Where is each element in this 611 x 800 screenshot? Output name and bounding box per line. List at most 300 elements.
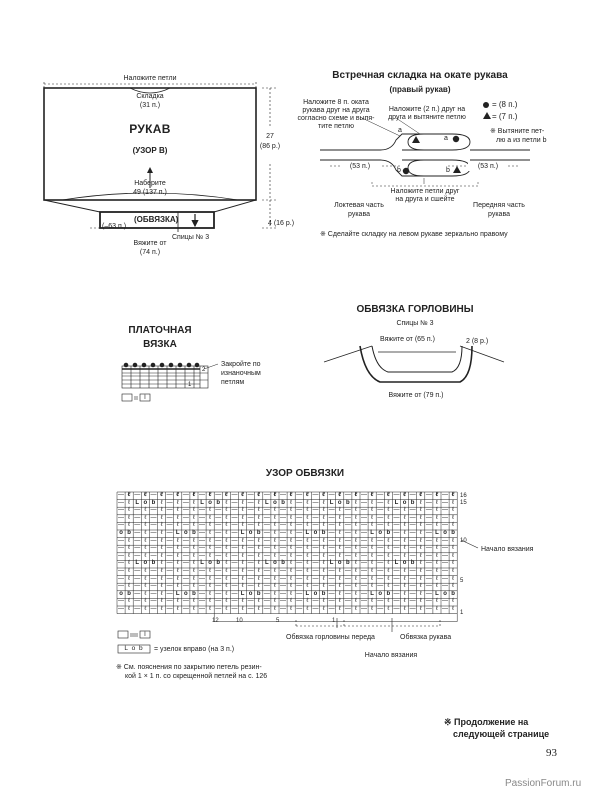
band-stitch-symbol: ℓ [419, 514, 422, 521]
band-stitch-symbol: — [296, 530, 303, 536]
band-stitch-symbol: — [425, 606, 432, 612]
band-stitch-symbol: L [200, 499, 204, 506]
band-stitch-symbol: — [166, 575, 173, 582]
band-stitch-symbol: — [442, 560, 449, 567]
band-stitch-symbol: — [247, 598, 254, 605]
band-stitch-symbol: ℓ [160, 568, 163, 574]
band-stitch-symbol: o [402, 560, 407, 567]
band-stitch-symbol: ℓ [452, 560, 455, 567]
band-stitch-symbol: ℓ [144, 598, 147, 605]
band-stitch-symbol: — [134, 568, 141, 574]
band-stitch-symbol: — [231, 537, 238, 544]
pleat-legend-circle: = (8 п.) [492, 100, 518, 109]
pleat-elbow-2: рукава [348, 211, 370, 218]
band-stitch-symbol: o [119, 590, 123, 597]
band-stitch-symbol: — [361, 507, 368, 514]
band-stitch-symbol: — [134, 530, 141, 536]
band-stitch-symbol: — [182, 575, 189, 582]
band-stitch-symbol: o [208, 560, 212, 567]
sleeve-cast-on-label: Наберите [134, 180, 166, 187]
band-stitch-symbol: — [150, 507, 157, 514]
band-stitch-symbol: L [240, 590, 245, 597]
band-stitch-symbol: ℓ [435, 537, 438, 544]
band-stitch-symbol: — [280, 492, 287, 498]
band-stitch-symbol: ℓ [144, 590, 147, 597]
band-stitch-symbol: — [215, 492, 222, 498]
band-stitch-symbol: ℓ [403, 507, 406, 514]
band-stitch-symbol: — [377, 507, 384, 514]
band-stitch-symbol: L [305, 590, 310, 597]
band-stitch-symbol: ℓ [290, 514, 293, 521]
band-note-1: ※ См. пояснения по закрытию петель резин- [116, 664, 262, 671]
band-stitch-symbol: ℓ [176, 537, 179, 544]
band-stitch-symbol: ℓ [354, 545, 357, 552]
band-stitch-symbol: ℓ [192, 552, 195, 559]
band-stitch-symbol: ℓ [419, 530, 422, 536]
band-stitch-symbol: — [247, 575, 254, 582]
band-stitch-symbol: b [346, 560, 350, 567]
band-stitch-symbol: — [280, 522, 287, 529]
band-stitch-symbol: — [231, 606, 238, 612]
band-stitch-symbol: ℓ [403, 537, 406, 544]
band-stitch-symbol: ℓ [209, 545, 212, 552]
band-stitch-symbol: — [409, 507, 416, 514]
band-stitch-symbol: ℓ [435, 499, 438, 506]
band-stitch-symbol: ℓ [160, 514, 163, 521]
band-stitch-symbol: ℓ [128, 507, 131, 514]
band-stitch-symbol: ℓ [209, 590, 212, 597]
band-stitch-symbol: — [118, 545, 125, 552]
pleat-left-note-4: тите петлю [318, 123, 354, 130]
band-stitch-symbol: ℓ [403, 514, 406, 521]
band-stitch-symbol: — [425, 545, 432, 552]
band-stitch-symbol: — [247, 552, 254, 559]
band-stitch-symbol: ℓ [144, 568, 147, 574]
band-stitch-symbol: — [442, 598, 449, 605]
pleat-label-a-right: a [444, 135, 448, 142]
band-stitch-symbol: — [231, 560, 238, 567]
band-stitch-symbol: — [199, 537, 206, 544]
band-stitch-symbol: ℓ [338, 583, 341, 590]
band-stitch-symbol: ℓ [225, 507, 228, 514]
band-stitch-symbol: ℓ [160, 575, 163, 582]
band-stitch-symbol: — [150, 583, 157, 590]
band-stitch-symbol: — [182, 598, 189, 605]
band-stitch-symbol: — [361, 575, 368, 582]
band-stitch-symbol: ℓ [257, 598, 260, 605]
band-stitch-symbol: — [361, 598, 368, 605]
band-stitch-symbol: ℓ [338, 507, 341, 514]
band-stitch-symbol: — [312, 606, 319, 612]
band-stitch-symbol: ℓ [338, 575, 341, 582]
band-stitch-symbol: — [377, 560, 384, 567]
band-stitch-symbol: — [280, 575, 287, 582]
band-stitch-symbol: ℓ [192, 522, 195, 529]
band-stitch-symbol: — [361, 552, 368, 559]
band-stitch-symbol: ℓ [419, 499, 422, 506]
band-stitch-symbol: ℓ [128, 606, 131, 612]
band-stitch-symbol: o [273, 499, 277, 506]
band-stitch-symbol: — [166, 583, 173, 590]
band-stitch-symbol: ℓ [225, 590, 228, 597]
band-stitch-symbol: ℓ [290, 522, 293, 529]
band-stitch-symbol: — [134, 552, 141, 559]
band-stitch-symbol: — [312, 492, 319, 498]
band-stitch-symbol: ℓ [225, 583, 228, 590]
band-stitch-symbol: ℓ [306, 583, 309, 590]
band-stitch-symbol: ℓ [160, 522, 163, 529]
band-stitch-symbol: — [134, 590, 141, 597]
band-stitch-symbol: — [199, 522, 206, 529]
band-stitch-symbol: — [280, 598, 287, 605]
band-stitch-symbol: ℓ [209, 507, 212, 514]
band-stitch-symbol: ℓ [257, 499, 260, 506]
band-stitch-symbol: — [361, 530, 368, 536]
band-stitch-symbol: ℓ [354, 598, 357, 605]
band-stitch-symbol: — [328, 552, 335, 559]
band-stitch-symbol: ℓ [257, 492, 261, 498]
band-stitch-symbol: — [312, 537, 319, 544]
band-stitch-symbol: — [150, 606, 157, 612]
band-stitch-symbol: — [134, 507, 141, 514]
band-stitch-symbol: — [312, 545, 319, 552]
band-stitch-symbol: L [394, 499, 399, 506]
garter-title-1: ПЛАТОЧНАЯ [128, 325, 192, 336]
band-stitch-symbol: b [192, 530, 196, 536]
band-stitch-symbol: ℓ [224, 492, 228, 498]
band-stitch-symbol: — [377, 552, 384, 559]
band-stitch-symbol: — [166, 545, 173, 552]
band-stitch-symbol: — [215, 545, 222, 552]
band-stitch-symbol: ℓ [225, 522, 228, 529]
band-stitch-symbol: ℓ [209, 552, 212, 559]
band-stitch-symbol: — [328, 606, 335, 612]
band-stitch-symbol: ℓ [144, 507, 147, 514]
band-stitch-symbol: — [134, 492, 141, 498]
band-stitch-symbol: — [199, 598, 206, 605]
band-stitch-symbol: — [328, 583, 335, 590]
band-stitch-symbol: ℓ [192, 499, 195, 506]
band-stitch-symbol: — [377, 492, 384, 498]
band-stitch-symbol: ℓ [160, 552, 163, 559]
band-stitch-symbol: ℓ [419, 560, 422, 567]
band-stitch-symbol: ℓ [290, 606, 293, 612]
band-stitch-symbol: — [150, 598, 157, 605]
band-stitch-symbol: — [182, 606, 189, 612]
band-stitch-symbol: — [409, 530, 416, 536]
pleat-right-count: (53 п.) [468, 163, 508, 171]
band-stitch-symbol: — [296, 507, 303, 514]
band-stitch-symbol: — [263, 598, 270, 605]
band-stitch-symbol: ℓ [160, 583, 163, 590]
pleat-label-b-right: b [446, 167, 450, 174]
band-stitch-symbol: ℓ [387, 560, 390, 567]
band-stitch-symbol: — [150, 530, 157, 536]
band-stitch-symbol: ℓ [419, 507, 422, 514]
band-stitch-symbol: ℓ [209, 530, 212, 536]
band-stitch-symbol: — [263, 590, 270, 597]
band-stitch-symbol: — [377, 545, 384, 552]
band-stitch-symbol: ℓ [306, 552, 309, 559]
band-stitch-symbol: ℓ [128, 522, 131, 529]
pleat-legend-note-1: ※ Вытяните пет- [490, 128, 545, 135]
band-stitch-symbol: — [425, 560, 432, 567]
band-stitch-symbol: ℓ [160, 545, 163, 552]
band-stitch-symbol: ℓ [387, 537, 390, 544]
band-stitch-symbol: ℓ [144, 537, 147, 544]
band-stitch-symbol: L [175, 590, 180, 597]
band-stitch-symbol: ℓ [435, 598, 438, 605]
band-stitch-symbol: — [442, 583, 449, 590]
band-stitch-symbol: ℓ [322, 545, 325, 552]
band-stitch-symbol: ℓ [176, 606, 179, 612]
band-stitch-symbol: ℓ [160, 492, 164, 498]
band-stitch-symbol: — [377, 598, 384, 605]
band-stitch-symbol: b [127, 590, 131, 597]
band-stitch-symbol: ℓ [209, 583, 212, 590]
band-stitch-symbol: ℓ [403, 583, 406, 590]
band-stitch-symbol: b [256, 590, 261, 597]
band-stitch-symbol: — [344, 606, 351, 612]
band-stitch-symbol: — [361, 537, 368, 544]
band-stitch-symbol: ℓ [338, 590, 341, 597]
sleeve-title: РУКАВ [129, 122, 171, 136]
band-stitch-symbol: — [442, 537, 449, 544]
band-stitch-symbol: ℓ [322, 492, 326, 498]
band-bottom-start-label: Начало вязания [364, 652, 418, 659]
band-stitch-symbol: — [442, 606, 449, 612]
band-stitch-symbol: — [166, 507, 173, 514]
band-stitch-symbol: — [442, 507, 449, 514]
band-stitch-symbol: ℓ [209, 575, 212, 582]
band-stitch-symbol: — [361, 514, 368, 521]
band-stitch-symbol: — [296, 552, 303, 559]
band-stitch-symbol: — [166, 530, 173, 536]
band-stitch-symbol: — [134, 514, 141, 521]
band-stitch-symbol: — [361, 522, 368, 529]
band-stitch-symbol: — [344, 537, 351, 544]
band-stitch-symbol: — [296, 606, 303, 612]
band-stitch-symbol: ℓ [176, 522, 179, 529]
band-stitch-symbol: — [134, 522, 141, 529]
neckline-band [324, 346, 504, 382]
sleeve-cast-on-count: 49 (137 п.) [133, 189, 167, 196]
band-stitch-symbol: ℓ [273, 575, 276, 582]
pleat-label-a-left: a [398, 127, 402, 134]
band-stitch-symbol: — [409, 575, 416, 582]
band-stitch-symbol: — [199, 545, 206, 552]
band-stitch-symbol: ℓ [451, 492, 455, 498]
band-stitch-symbol: — [377, 537, 384, 544]
band-stitch-symbol: ℓ [144, 514, 147, 521]
band-stitch-symbol: ℓ [290, 590, 293, 597]
band-stitch-symbol: ℓ [192, 583, 195, 590]
pleat-legend-triangle: = (7 п.) [492, 112, 518, 121]
band-col-10: 10 [236, 618, 243, 624]
band-stitch-symbol: ℓ [176, 575, 179, 582]
band-stitch-symbol: ℓ [176, 552, 179, 559]
band-stitch-symbol: ℓ [144, 545, 147, 552]
band-stitch-symbol: — [393, 530, 400, 536]
band-stitch-symbol: — [442, 545, 449, 552]
band-stitch-symbol: ℓ [128, 537, 131, 544]
band-stitch-symbol: ℓ [225, 537, 228, 544]
band-stitch-symbol: — [166, 522, 173, 529]
band-stitch-symbol: ℓ [435, 522, 438, 529]
band-stitch-symbol: — [344, 522, 351, 529]
band-stitch-symbol: ℓ [290, 583, 293, 590]
band-stitch-symbol: — [231, 522, 238, 529]
band-col-1: 1 [332, 618, 336, 624]
band-stitch-symbol: ℓ [209, 568, 212, 574]
band-stitch-symbol: — [215, 552, 222, 559]
band-stitch-symbol: — [215, 522, 222, 529]
band-stitch-symbol: — [442, 514, 449, 521]
band-stitch-symbol: ℓ [273, 552, 276, 559]
band-stitch-symbol: ℓ [354, 492, 358, 498]
band-stitch-symbol: — [280, 537, 287, 544]
band-stitch-symbol: ℓ [241, 522, 244, 529]
band-stitch-symbol: — [280, 507, 287, 514]
band-stitch-symbol: — [409, 522, 416, 529]
band-stitch-symbol: ℓ [160, 598, 163, 605]
band-stitch-symbol: ℓ [322, 598, 325, 605]
band-stitch-symbol: L [435, 530, 439, 536]
garter-bind-off-dots [124, 363, 200, 368]
band-stitch-symbol: b [451, 530, 455, 536]
band-stitch-symbol: ℓ [127, 492, 131, 498]
band-stitch-symbol: ℓ [403, 545, 406, 552]
band-stitch-symbol: ℓ [338, 530, 341, 536]
band-stitch-symbol: — [247, 583, 254, 590]
band-stitch-symbol: — [166, 514, 173, 521]
band-stitch-symbol: ℓ [338, 552, 341, 559]
band-stitch-symbol: ℓ [257, 507, 260, 514]
band-stitch-symbol: b [281, 560, 285, 567]
band-stitch-symbol: — [118, 499, 125, 506]
band-stitch-symbol: b [321, 590, 326, 597]
band-stitch-symbol: ℓ [419, 590, 422, 597]
band-stitch-symbol: — [425, 575, 432, 582]
watermark: PassionForum.ru [505, 778, 582, 789]
continue-note-2: следующей странице [453, 729, 550, 739]
band-stitch-symbol: L [175, 530, 180, 536]
band-stitch-symbol: ℓ [305, 492, 309, 498]
band-stitch-symbol: ℓ [306, 537, 309, 544]
band-stitch-symbol: — [150, 537, 157, 544]
sleeve-knit-label: Вяжите от [133, 240, 167, 247]
band-stitch-symbol: — [361, 568, 368, 574]
band-stitch-symbol: — [393, 606, 400, 612]
band-stitch-symbol: ℓ [419, 537, 422, 544]
band-stitch-symbol: — [150, 590, 157, 597]
sleeve-knit-count: (74 п.) [139, 249, 161, 256]
band-stitch-symbol: b [386, 590, 391, 597]
pleat-elbow-1: Локтевая часть [334, 202, 384, 209]
band-stitch-symbol: — [393, 552, 400, 559]
band-stitch-symbol: — [393, 507, 400, 514]
band-stitch-symbol: — [328, 530, 335, 536]
band-stitch-symbol: ℓ [209, 598, 212, 605]
band-stitch-symbol: o [248, 530, 253, 536]
band-stitch-symbol: b [386, 530, 391, 536]
band-stitch-symbol: b [410, 499, 415, 506]
pleat-left-note-3: согласно схеме и выпя- [297, 115, 375, 122]
band-stitch-symbol: — [328, 545, 335, 552]
band-stitch-symbol: ℓ [128, 560, 131, 567]
band-stitch-symbol: ℓ [435, 514, 438, 521]
band-legend-symbol: I [144, 632, 146, 638]
band-stitch-symbol: — [344, 492, 351, 498]
band-stitch-symbol: ℓ [435, 568, 438, 574]
band-stitch-symbol: ℓ [289, 492, 293, 498]
band-stitch-symbol: — [150, 545, 157, 552]
band-stitch-symbol: L [240, 530, 245, 536]
band-stitch-symbol: ℓ [354, 530, 357, 536]
band-stitch-symbol: — [442, 492, 449, 498]
band-stitch-symbol: — [409, 583, 416, 590]
band-stitch-symbol: — [118, 537, 125, 544]
band-stitch-symbol: ℓ [387, 522, 390, 529]
band-stitch-symbol: ℓ [403, 590, 406, 597]
band-stitch-symbol: — [280, 590, 287, 597]
band-stitch-symbol: ℓ [452, 575, 455, 582]
band-stitch-symbol: ℓ [128, 583, 131, 590]
band-stitch-symbol: ℓ [144, 606, 147, 612]
band-stitch-symbol: — [263, 492, 270, 498]
band-stitch-symbol: — [182, 568, 189, 574]
band-stitch-symbol: — [263, 583, 270, 590]
band-start-label: Начало вязания [481, 546, 534, 553]
band-stitch-symbol: — [425, 590, 432, 597]
band-stitch-symbol: o [208, 499, 212, 506]
band-stitch-symbol: o [143, 499, 148, 506]
band-stitch-symbol: ℓ [241, 507, 244, 514]
band-stitch-symbol: — [199, 552, 206, 559]
band-stitch-symbol: — [150, 492, 157, 498]
band-stitch-symbol: ℓ [273, 590, 276, 597]
band-stitch-symbol: ℓ [241, 537, 244, 544]
band-stitch-symbol: ℓ [306, 598, 309, 605]
band-stitch-symbol: ℓ [290, 575, 293, 582]
band-stitch-symbol: ℓ [192, 575, 195, 582]
pleat-center-note-2: друга и вытяните петлю [388, 114, 466, 121]
band-stitch-symbol: o [443, 530, 447, 536]
sleeve-fold-label: Складка [136, 93, 164, 100]
band-stitch-symbol: — [409, 514, 416, 521]
band-stitch-symbol: — [393, 537, 400, 544]
band-stitch-symbol: ℓ [419, 545, 422, 552]
band-stitch-symbol: ℓ [176, 568, 179, 574]
band-stitch-symbol: — [247, 499, 254, 506]
band-stitch-symbol: — [361, 545, 368, 552]
band-stitch-symbol: — [150, 514, 157, 521]
band-stitch-symbol: — [312, 560, 319, 567]
band-stitch-symbol: — [425, 568, 432, 574]
band-stitch-symbol: — [409, 606, 416, 612]
band-stitch-symbol: ℓ [306, 514, 309, 521]
band-stitch-symbol: ℓ [257, 606, 260, 612]
band-stitch-symbol: — [296, 583, 303, 590]
band-stitch-symbol: ℓ [419, 492, 423, 498]
band-stitch-symbol: ℓ [403, 530, 406, 536]
band-stitch-symbol: o [273, 560, 277, 567]
band-stitch-symbol: — [442, 522, 449, 529]
band-stitch-symbol: — [182, 514, 189, 521]
sleeve-top-label: Наложите петли [123, 75, 177, 82]
band-stitch-symbol: — [344, 575, 351, 582]
band-stitch-symbol: ℓ [322, 560, 325, 567]
